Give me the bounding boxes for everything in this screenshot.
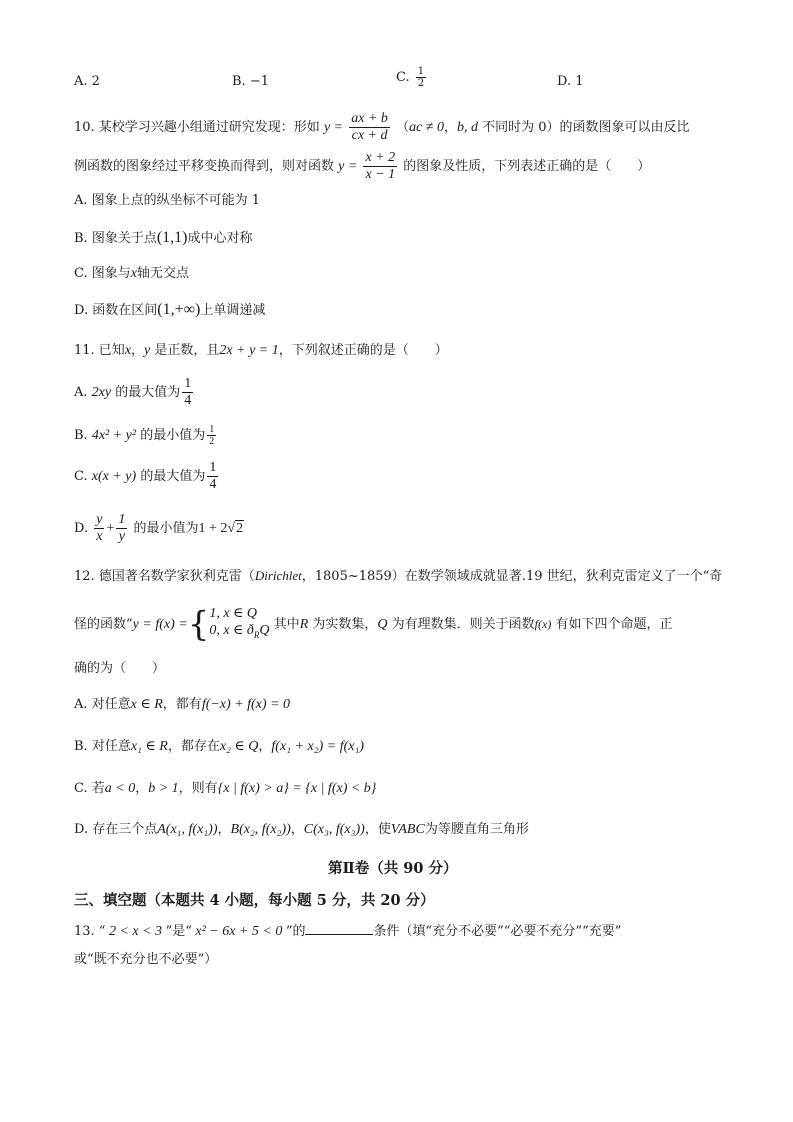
- q13-inequality: 2 < x < 3: [105, 924, 166, 939]
- q11-constraint: 2x + y = 1: [219, 343, 279, 358]
- q12-case-1: 1, x ∈ Q: [209, 606, 258, 622]
- fraction-denominator: 2: [209, 436, 215, 447]
- fraction-numerator: 1: [209, 460, 217, 475]
- q12-stem-line2: [74, 604, 672, 645]
- q12-d-point-c: C(x₃, f(x₃)): [303, 822, 365, 837]
- q10-stem-line1: [74, 111, 690, 144]
- q12-R: R: [299, 617, 309, 632]
- q12-c-text-2: ，则有: [178, 781, 218, 796]
- q12-a-text-2: ，都有: [162, 697, 202, 712]
- q12-fx: f(x): [534, 617, 552, 631]
- q10-text-2: 不同时为 0）的函数图象可以由反比: [478, 120, 690, 135]
- fraction-numerator: 1: [209, 424, 215, 435]
- q10-option-c: [74, 264, 189, 284]
- q12-option-c: [74, 779, 376, 799]
- fraction-denominator: x: [96, 529, 103, 544]
- q9-option-a: A. 2: [74, 74, 100, 89]
- q11-text: 11. 已知: [74, 343, 125, 358]
- q11-option-a: [74, 376, 195, 409]
- q12-Q: Q: [377, 617, 388, 632]
- q12-b-text: B. 对任意: [74, 739, 131, 754]
- q12-d-point-a: A(x₁, f(x₁)): [157, 822, 218, 837]
- q12-case-2-main: 0, x ∈ ð: [209, 623, 254, 639]
- q9-option-c: [396, 66, 428, 89]
- q12-d-comma: ，: [217, 822, 231, 837]
- fraction-numerator: 1: [118, 512, 126, 527]
- q11-d-text: 的最小值为: [133, 521, 199, 536]
- q11-b-label: B.: [74, 428, 88, 443]
- q12-text-7: 有如下四个命题，正: [551, 617, 673, 632]
- q11-option-d: [74, 512, 244, 545]
- q12-function: y = f(x) =: [132, 617, 188, 632]
- q10-option-a: A. 图象上点的纵坐标不可能为 1: [74, 193, 261, 208]
- q10-stem-line2: [74, 150, 650, 183]
- q11-option-c: [74, 460, 220, 493]
- q10-text-4: 的图象及性质，下列表述正确的是（ ）: [403, 159, 651, 174]
- q12-a-text: A. 对任意: [74, 697, 131, 712]
- q13-text: 13. “: [74, 924, 106, 939]
- q12-stem-line1: [74, 566, 722, 587]
- q12-d-text-2: ，使: [364, 822, 391, 837]
- part-3-title: 三、填空题（本题共 4 小题，每小题 5 分，共 20 分）: [74, 892, 435, 909]
- q12-b-expr-3: f(x₁ + x₂) = f(x₁): [271, 739, 364, 754]
- q10-b-point: (1,1): [156, 229, 188, 246]
- q9-option-c-fraction: [416, 66, 426, 89]
- q9-option-b: B. −1: [232, 74, 269, 89]
- q11-b-text: 的最小值为: [140, 428, 206, 443]
- q11-x: x: [124, 343, 132, 358]
- q10-d-text: D. 函数在区间: [74, 303, 158, 318]
- q11-d-radicand: 2: [236, 521, 244, 536]
- q10-option-d: [74, 300, 265, 321]
- fraction-denominator: 4: [209, 477, 217, 492]
- q11-b-expr: 4x² + y²: [91, 428, 137, 443]
- q13-answer-blank[interactable]: [305, 920, 373, 935]
- sqrt-symbol: √: [227, 521, 236, 536]
- q12-a-expr: x ∈ R: [130, 697, 163, 712]
- q12-text-5: 为实数集，: [308, 617, 378, 632]
- q13-line1: [74, 920, 621, 942]
- q12-text-4: 其中: [269, 617, 300, 632]
- q12-case-2-sub: R: [253, 629, 260, 640]
- q11-comma: ，: [131, 343, 145, 358]
- fraction-denominator: cx + d: [351, 128, 388, 143]
- q10-bd: b, d: [457, 120, 479, 135]
- q11-d-label: D.: [74, 521, 89, 536]
- q13-line2: 或“既不充分也不必要”）: [74, 952, 218, 967]
- q11-text-3: ，下列叙述正确的是（ ）: [278, 343, 448, 358]
- q12-c-text: C. 若: [74, 781, 105, 796]
- q12-text-6: 为有理数集．则关于函数: [387, 617, 535, 632]
- fraction-numerator: y: [96, 512, 103, 527]
- q12-a-expr-2: f(−x) + f(x) = 0: [201, 697, 291, 712]
- q12-stem-line3: 确的为（ ）: [74, 661, 166, 676]
- q11-b-fraction: [207, 424, 216, 447]
- q11-a-text: 的最大值为: [115, 385, 181, 400]
- q10-c-x: x: [130, 266, 137, 281]
- q10-fraction-function: [363, 150, 397, 183]
- q10-y-eq-2: y =: [338, 159, 358, 174]
- q13-text-3: ”的: [285, 924, 306, 939]
- q12-case-2: [209, 622, 269, 644]
- q11-c-label: C.: [74, 469, 88, 484]
- fraction-numerator: x + 2: [365, 150, 396, 165]
- q12-c-expr: a < 0: [104, 781, 136, 796]
- q10-option-b: [74, 228, 253, 249]
- q12-option-a: [74, 695, 290, 715]
- q11-d-fraction-2: [116, 512, 127, 545]
- q12-d-point-b: B(x₂, f(x₂)): [230, 822, 291, 837]
- q11-c-fraction: [207, 460, 218, 493]
- q12-cases: [209, 605, 269, 644]
- q11-c-expr: x(x + y): [91, 469, 137, 484]
- q11-d-value: 1 + 2: [198, 521, 228, 536]
- q11-text-2: 是正数，且: [150, 343, 220, 358]
- fraction-denominator: y: [118, 529, 125, 544]
- q10-text-3: 例函数的图象经过平移变换而得到，则对函数: [74, 159, 335, 174]
- q9-option-d: D. 1: [557, 74, 584, 89]
- q10-d-text-2: 上单调递减: [200, 303, 266, 318]
- fraction-numerator: 1: [184, 376, 192, 391]
- q12-d-comma-2: ，: [290, 822, 304, 837]
- q10-b-text: B. 图象关于点: [74, 231, 157, 246]
- q11-a-label: A.: [74, 385, 88, 400]
- fraction-denominator: 2: [417, 78, 425, 89]
- q10-condition: ac ≠ 0: [409, 120, 444, 135]
- q12-d-text: D. 存在三个点: [74, 822, 158, 837]
- q12-c-sets: {x | f(x) > a} = {x | f(x) < b}: [217, 781, 377, 796]
- fraction-denominator: x − 1: [365, 167, 396, 182]
- q12-c-expr-2: b > 1: [148, 781, 179, 796]
- q12-d-triangle: VABC: [390, 822, 425, 837]
- q10-text: 10. 某校学习兴趣小组通过研究发现：形如: [74, 120, 320, 135]
- q10-y-eq: y =: [323, 120, 344, 135]
- q12-option-b: [74, 737, 364, 757]
- fraction-numerator: ax + b: [351, 111, 388, 126]
- q12-name: Dirichlet: [254, 568, 302, 583]
- q10-fraction-general: [349, 111, 390, 144]
- q12-c-comma: ，: [135, 781, 149, 796]
- q11-d-fraction-1: [94, 512, 104, 545]
- q13-text-2: ”是“: [165, 924, 192, 939]
- q12-text: 12. 德国著名数学家狄利克雷（: [74, 569, 255, 584]
- q12-d-text-3: 为等腰直角三角形: [424, 822, 529, 837]
- fraction-numerator: 1: [417, 66, 425, 77]
- q13-text-4: 条件（填“充分不必要”“必要不充分”“充要”: [373, 924, 622, 939]
- q11-stem: [74, 341, 448, 361]
- q12-option-d: [74, 820, 529, 840]
- q12-b-expr-2: x₂ ∈ Q: [219, 739, 259, 754]
- q12-b-expr: x₁ ∈ R: [130, 739, 168, 754]
- q11-option-b: [74, 424, 218, 447]
- q11-a-expr: 2xy: [91, 385, 112, 400]
- q11-c-text: 的最大值为: [140, 469, 206, 484]
- q13-polynomial: x² − 6x + 5 < 0: [191, 924, 286, 939]
- q10-c-text-2: 轴无交点: [136, 266, 189, 281]
- q11-d-plus: +: [106, 521, 115, 536]
- q10-c-text: C. 图象与: [74, 266, 131, 281]
- q10-d-interval: (1,+∞): [157, 301, 201, 318]
- q12-text-3: 怪的函数”: [74, 617, 133, 632]
- q12-b-text-2: ，都存在: [167, 739, 220, 754]
- section-2-title: 第Ⅱ卷（共 90 分）: [328, 860, 458, 877]
- fraction-denominator: 4: [184, 393, 192, 408]
- q12-b-comma: ，: [258, 739, 272, 754]
- q10-comma: ，: [444, 120, 458, 135]
- q10-b-text-2: 成中心对称: [187, 231, 253, 246]
- q12-text-2: ，1805~1859）在数学领域成就显著.19 世纪，狄利克雷定义了一个“奇: [301, 569, 723, 584]
- q10-paren: （: [396, 120, 410, 135]
- q11-y: y: [144, 343, 151, 358]
- left-brace-icon: {: [187, 604, 210, 645]
- q12-case-2-end: Q: [259, 623, 270, 639]
- q11-a-fraction: [182, 376, 193, 409]
- q9-option-c-label: C.: [396, 70, 410, 85]
